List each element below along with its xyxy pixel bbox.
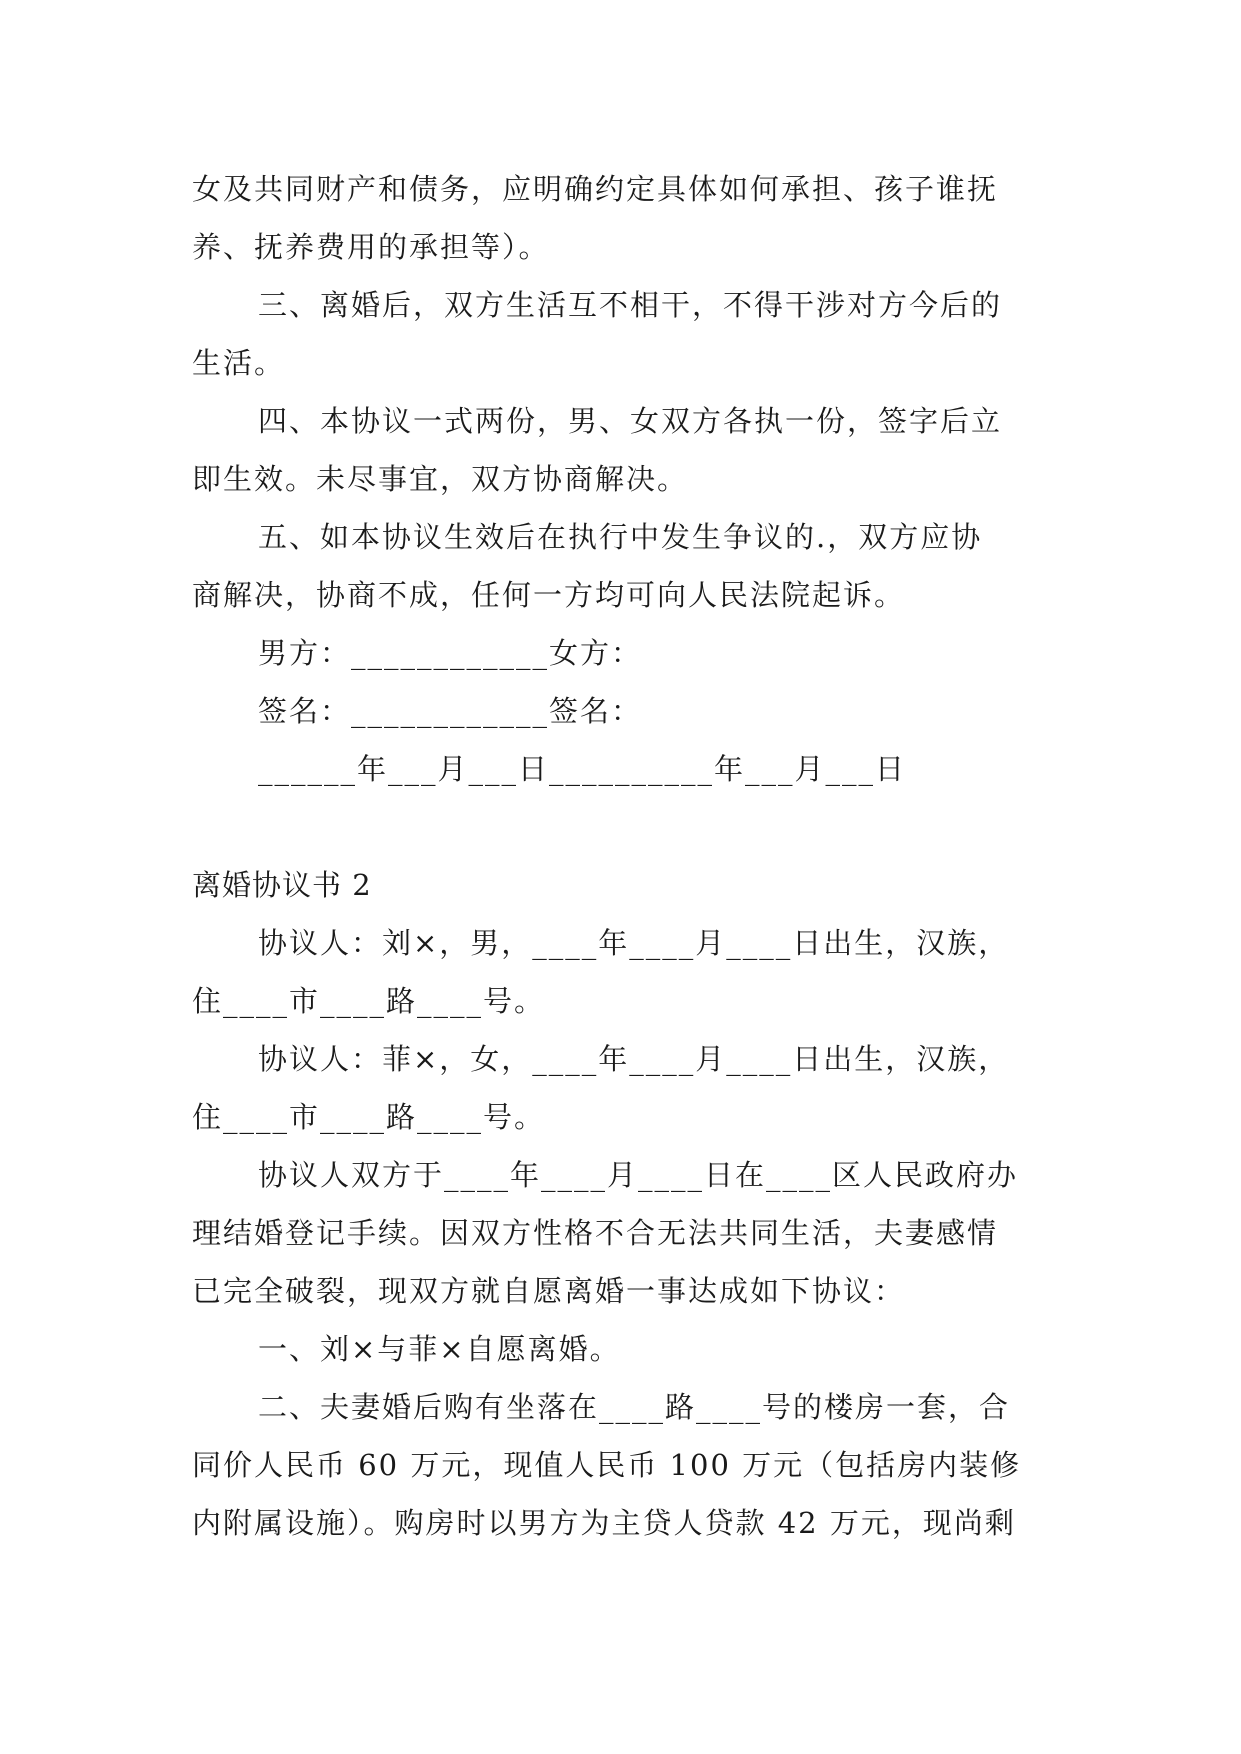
clause-three: 三、离婚后，双方生活互不相干，不得干涉对方今后的 [258, 288, 1003, 322]
clause-four: 四、本协议一式两份，男、女双方各执一份，签字后立 [258, 404, 1003, 438]
paragraph-line: 住____市____路____号。 [192, 1100, 546, 1134]
paragraph-line: 住____市____路____号。 [192, 984, 546, 1018]
date-line: ______年___月___日__________年___月___日 [258, 752, 907, 786]
paragraph-line: 女及共同财产和债务，应明确约定具体如何承担、孩子谁抚 [192, 172, 999, 206]
party-line: 男方：____________女方： [258, 636, 643, 670]
paragraph-line: 同价人民币 60 万元，现值人民币 100 万元（包括房内装修 [192, 1448, 1022, 1482]
clause-one: 一、刘×与菲×自愿离婚。 [258, 1332, 621, 1366]
spacer [192, 798, 1062, 856]
paragraph-line: 协议人双方于____年____月____日在____区人民政府办 [258, 1158, 1019, 1192]
paragraph-line: 商解决，协商不成，任何一方均可向人民法院起诉。 [192, 578, 906, 612]
clause-five: 五、如本协议生效后在执行中发生争议的.，双方应协 [258, 520, 983, 554]
paragraph-line: 即生效。未尽事宜，双方协商解决。 [192, 462, 689, 496]
paragraph-line: 养、抚养费用的承担等）。 [192, 230, 550, 264]
party-info-line: 协议人：刘×，男，____年____月____日出生，汉族， [258, 926, 1010, 960]
signature-line: 签名：____________签名： [258, 694, 643, 728]
paragraph-line: 已完全破裂，现双方就自愿离婚一事达成如下协议： [192, 1274, 906, 1308]
paragraph-line: 理结婚登记手续。因双方性格不合无法共同生活，夫妻感情 [192, 1216, 999, 1250]
clause-two: 二、夫妻婚后购有坐落在____路____号的楼房一套，合 [258, 1390, 1011, 1424]
paragraph-line: 内附属设施）。购房时以男方为主贷人贷款 42 万元，现尚剩 [192, 1506, 1016, 1540]
paragraph-line: 生活。 [192, 346, 286, 380]
party-info-line: 协议人：菲×，女，____年____月____日出生，汉族， [258, 1042, 1010, 1076]
document-page [192, 160, 1062, 1552]
section-title: 离婚协议书 2 [192, 868, 372, 902]
